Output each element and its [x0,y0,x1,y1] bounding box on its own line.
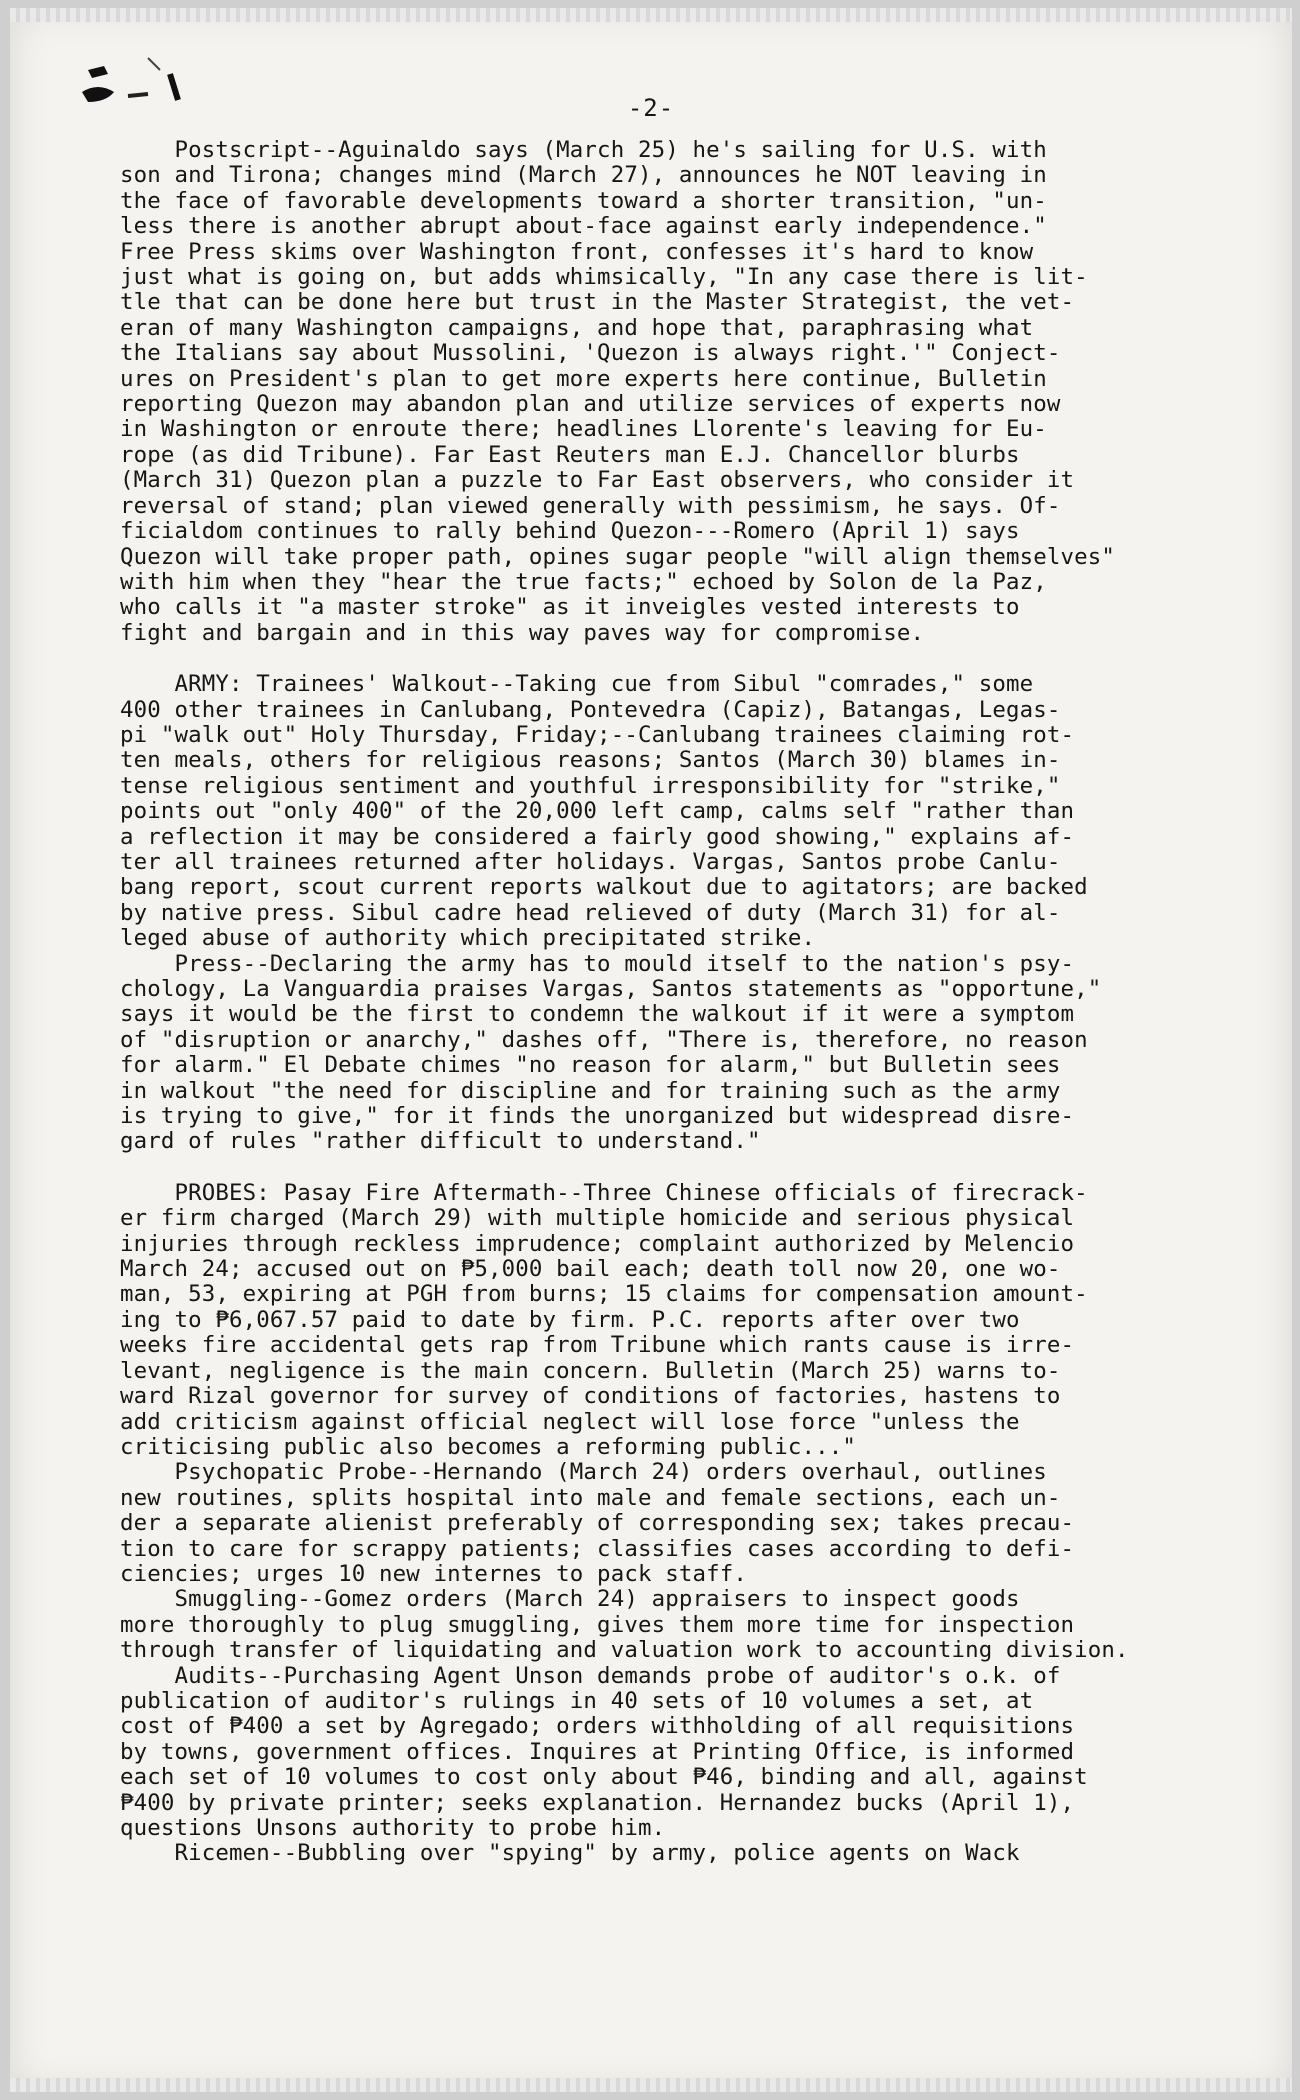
text-line: the Italians say about Mussolini, 'Quezon is always right.'" Conject- [120,340,1061,367]
text-line: tion to care for scrappy patients; classifies cases according to defi- [120,1535,1075,1562]
text-line: new routines, splits hospital into male and female sections, each un- [120,1484,1061,1511]
text-line: weeks fire accidental gets rap from Tribune which rants cause is irre- [120,1332,1075,1359]
text-line: March 24; accused out on ₱5,000 bail each; death toll now 20, one wo- [120,1256,1061,1283]
text-line: ter all trainees returned after holidays. Vargas, Santos probe Canlu- [120,848,1061,875]
text-line: leged abuse of authority which precipitated strike. [120,925,816,952]
text-line: fight and bargain and in this way paves way for compromise. [120,619,925,646]
text-line: injuries through reckless imprudence; complaint authorized by Melencio [120,1230,1075,1257]
body-text [120,138,1265,1867]
text-line: more thoroughly to plug smuggling, gives them more time for inspection [120,1611,1075,1638]
text-line: ARMY: Trainees' Walkout--Taking cue from Sibul "comrades," some [120,671,1034,698]
text-line: points out "only 400" of the 20,000 left camp, calms self "rather than [120,798,1075,825]
text-line: ciencies; urges 10 new internes to pack staff. [120,1560,747,1587]
document-page [10,8,1292,2092]
scan-top-edge [10,8,1292,22]
text-line: levant, negligence is the main concern. Bulletin (March 25) warns to- [120,1357,1061,1384]
text-line: Free Press skims over Washington front, confesses it's hard to know [120,238,1034,265]
text-line: each set of 10 volumes to cost only about ₱46, binding and all, against [120,1764,1088,1791]
text-line: Smuggling--Gomez orders (March 24) appraisers to inspect goods [120,1586,1020,1613]
text-line: Psychopatic Probe--Hernando (March 24) orders overhaul, outlines [120,1459,1047,1486]
text-line: just what is going on, but adds whimsically, "In any case there is lit- [120,264,1088,291]
text-line: tense religious sentiment and youthful irresponsibility for "strike," [120,772,1061,799]
text-line: eran of many Washington campaigns, and hope that, paraphrasing what [120,314,1034,341]
text-line: man, 53, expiring at PGH from burns; 15 claims for compensation amount- [120,1281,1088,1308]
text-line: son and Tirona; changes mind (March 27), announces he NOT leaving in [120,162,1047,189]
scan-bottom-edge [10,2078,1292,2092]
text-line: er firm charged (March 29) with multiple homicide and serious physical [120,1205,1075,1232]
text-line: rope (as did Tribune). Far East Reuters man E.J. Chancellor blurbs [120,441,1020,468]
text-line: ing to ₱6,067.57 paid to date by firm. P.C. reports after over two [120,1306,1020,1333]
text-line: less there is another abrupt about-face against early independence." [120,213,1047,240]
text-line: pi "walk out" Holy Thursday, Friday;--Canlubang trainees claiming rot- [120,721,1075,748]
text-line: Audits--Purchasing Agent Unson demands probe of auditor's o.k. of [120,1662,1061,1689]
text-line: 400 other trainees in Canlubang, Pontevedra (Capiz), Batangas, Legas- [120,696,1061,723]
text-line: ten meals, others for religious reasons; Santos (March 30) blames in- [120,747,1061,774]
text-line: ₱400 by private printer; seeks explanation. Hernandez bucks (April 1), [120,1789,1075,1816]
text-line: is trying to give," for it finds the unorganized but widespread disre- [120,1103,1075,1130]
text-line: gard of rules "rather difficult to understand." [120,1128,761,1155]
text-line: criticising public also becomes a reforming public..." [120,1433,857,1460]
text-line: questions Unsons authority to probe him. [120,1815,666,1841]
text-line: says it would be the first to condemn the walkout if it were a symptom [120,1001,1075,1028]
text-line: reversal of stand; plan viewed generally with pessimism, he says. Of- [120,492,1061,519]
text-line: (March 31) Quezon plan a puzzle to Far East observers, who consider it [120,467,1075,494]
text-line: for alarm." El Debate chimes "no reason for alarm," but Bulletin sees [120,1052,1061,1079]
text-line: by native press. Sibul cadre head relieved of duty (March 31) for al- [120,899,1061,926]
text-line: PROBES: Pasay Fire Aftermath--Three Chinese officials of firecrack- [120,1179,1088,1206]
paragraph-gap [120,1155,1265,1181]
text-line: cost of ₱400 a set by Agregado; orders withholding of all requisitions [120,1713,1075,1740]
text-line: tle that can be done here but trust in the Master Strategist, the vet- [120,289,1075,316]
text-line: in Washington or enroute there; headlines Llorente's leaving for Eu- [120,416,1047,443]
text-line: Press--Declaring the army has to mould itself to the nation's psy- [120,950,1075,977]
text-line: who calls it "a master stroke" as it inveigles vested interests to [120,594,1020,621]
text-line: add criticism against official neglect will lose force "unless the [120,1408,1020,1435]
text-line: a reflection it may be considered a fairly good showing," explains af- [120,823,1075,850]
text-line: Postscript--Aguinaldo says (March 25) he's sailing for U.S. with [120,137,1047,163]
text-line: through transfer of liquidating and valuation work to accounting division. [120,1637,1129,1664]
text-line: the face of favorable developments toward a shorter transition, "un- [120,187,1047,214]
text-line: in walkout "the need for discipline and for training such as the army [120,1077,1061,1104]
text-line: bang report, scout current reports walkout due to agitators; are backed [120,874,1088,901]
text-line: reporting Quezon may abandon plan and utilize services of experts now [120,391,1061,418]
text-line: ures on President's plan to get more experts here continue, Bulletin [120,365,1047,392]
text-line: Quezon will take proper path, opines sugar people "will align themselves" [120,543,1116,570]
text-line: publication of auditor's rulings in 40 sets of 10 volumes a set, at [120,1687,1034,1714]
text-line: chology, La Vanguardia praises Vargas, Santos statements as "opportune," [120,976,1102,1002]
text-line: Ricemen--Bubbling over "spying" by army, police agents on Wack [120,1840,1020,1867]
text-line: der a separate alienist preferably of corresponding sex; takes precau- [120,1510,1075,1537]
text-line: ward Rizal governor for survey of conditions of factories, hastens to [120,1383,1061,1410]
page-number: -2- [627,94,675,122]
paragraph-gap [120,646,1265,672]
text-line: with him when they "hear the true facts;" echoed by Solon de la Paz, [120,568,1047,595]
text-line: by towns, government offices. Inquires at Printing Office, is informed [120,1738,1075,1765]
text-line: of "disruption or anarchy," dashes off, "There is, therefore, no reason [120,1026,1088,1053]
text-line: ficialdom continues to rally behind Quezon---Romero (April 1) says [120,518,1020,545]
